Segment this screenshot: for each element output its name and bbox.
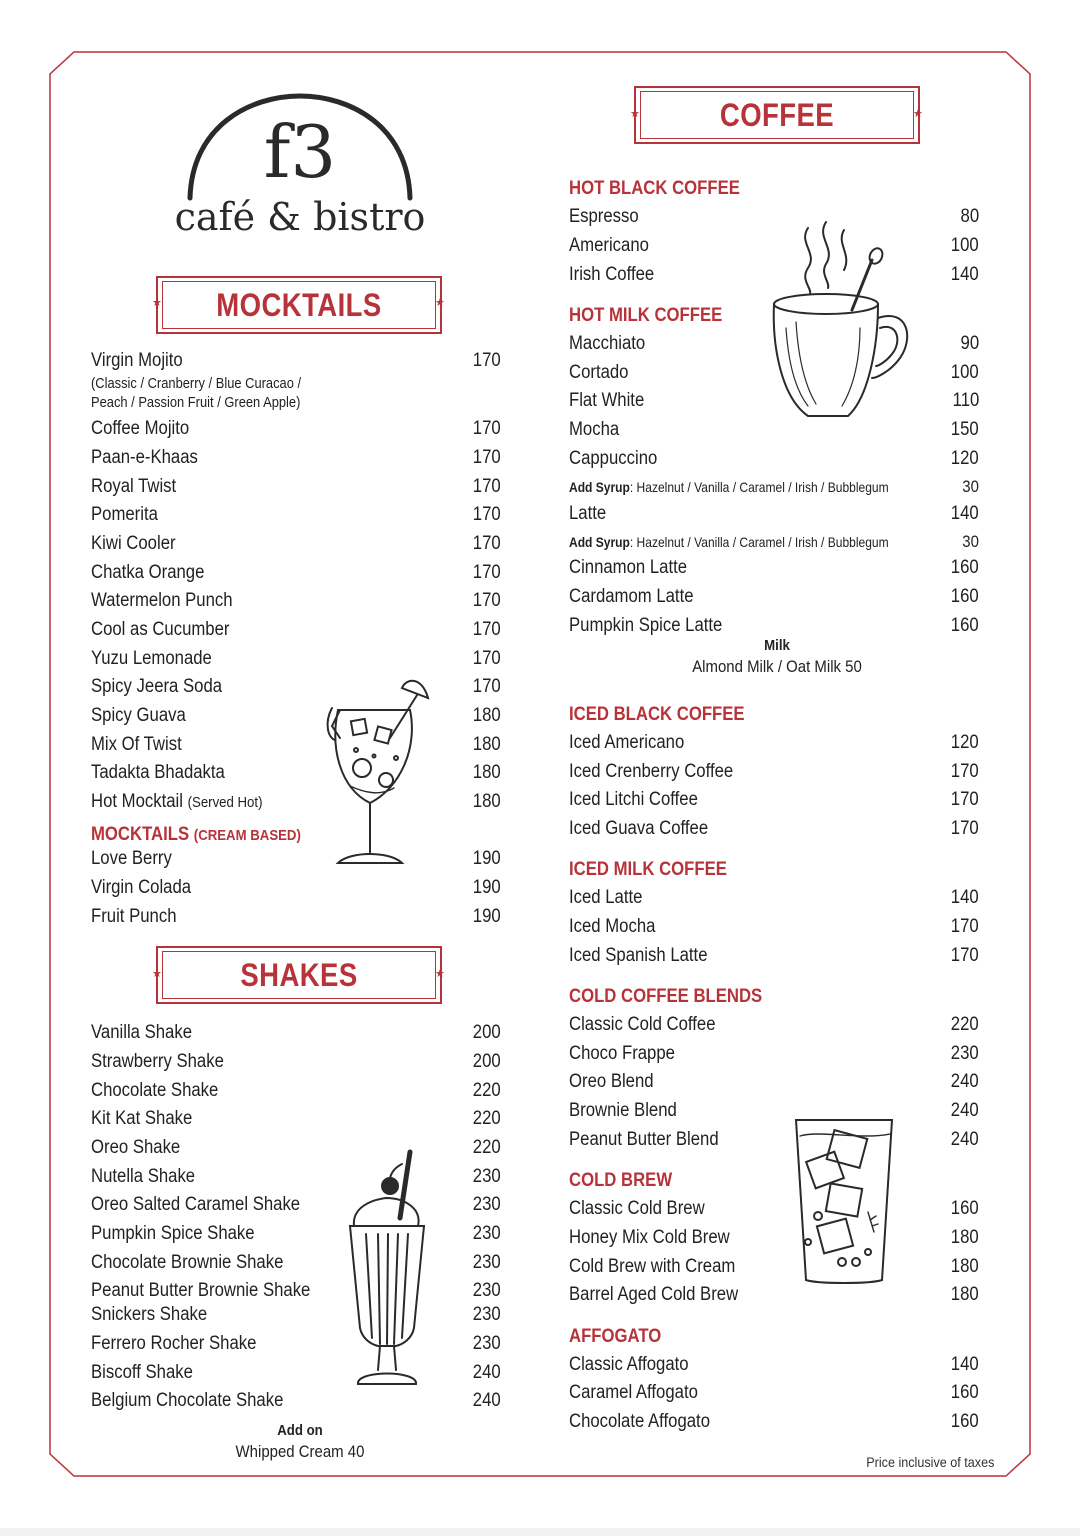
item-price: 160 [951,615,979,636]
mocktail-glass-icon [310,668,440,878]
item-price: 170 [951,789,979,810]
syrup-options: : Hazelnut / Vanilla / Caramel / Irish / Bubblegum [629,479,889,495]
list-item [91,791,262,814]
list-item: Cold Brew with Cream [569,1256,736,1277]
list-item: Honey Mix Cold Brew [569,1227,730,1248]
item-price: 160 [951,586,979,607]
syrup-option [569,478,889,496]
item-price: 170 [473,447,501,468]
item-price: 100 [951,235,979,256]
logo-mark: f3 [263,110,337,194]
item-name: Hot Mocktail [91,791,183,812]
list-item: Paan-e-Khaas [91,447,198,468]
milk-heading: Milk [764,637,790,654]
item-price: 180 [473,762,501,783]
item-price: 110 [952,390,979,411]
list-item: Caramel Affogato [569,1382,698,1403]
list-item: Peanut Butter Blend [569,1129,719,1150]
item-price: 230 [473,1280,501,1301]
item-price: 170 [473,562,501,583]
cream-heading: MOCKTAILS [91,824,190,845]
list-item: Ferrero Rocher Shake [91,1333,257,1354]
item-price: 240 [473,1362,501,1383]
list-item: Iced Americano [569,732,685,753]
list-item: Cortado [569,362,629,383]
list-item: Chocolate Affogato [569,1411,711,1432]
mocktails-title: MOCKTAILS [216,287,382,323]
item-price: 240 [473,1390,501,1411]
list-item: Belgium Chocolate Shake [91,1390,284,1411]
coffee-cup-icon [768,218,914,430]
item-price: 120 [951,732,979,753]
list-item: Love Berry [91,848,172,869]
list-item: Mocha [569,419,620,440]
item-price: 240 [951,1129,979,1150]
list-item: Pumpkin Spice Shake [91,1223,255,1244]
item-price: 140 [951,887,979,908]
list-item: Iced Spanish Latte [569,945,708,966]
shakes-addon-heading: Add on [277,1422,323,1439]
syrup-options: : Hazelnut / Vanilla / Caramel / Irish / Bubblegum [629,534,889,550]
item-price: 160 [951,1198,979,1219]
list-item: Irish Coffee [569,264,655,285]
item-price: 230 [473,1194,501,1215]
item-price: 90 [960,333,979,354]
list-item: Cappuccino [569,448,658,469]
list-item: Chocolate Shake [91,1080,219,1101]
syrup-option [569,533,889,551]
item-price: 150 [951,419,979,440]
list-item: Oreo Shake [91,1137,181,1158]
list-item: Strawberry Shake [91,1051,224,1072]
footer-note: Price inclusive of taxes [865,1454,994,1470]
list-item: Iced Mocha [569,916,656,937]
item-price: 160 [951,1382,979,1403]
item-price: 160 [951,1411,979,1432]
hot-black-heading: HOT BLACK COFFEE [569,178,740,199]
list-item: Iced Litchi Coffee [569,789,698,810]
milk-text: Almond Milk / Oat Milk 50 [692,657,862,676]
list-item: Oreo Salted Caramel Shake [91,1194,301,1215]
item-price: 220 [951,1014,979,1035]
item-price: 230 [951,1043,979,1064]
item-price: 190 [473,877,501,898]
list-item: Pomerita [91,504,158,525]
item-price: 200 [473,1022,501,1043]
item-price: 220 [473,1080,501,1101]
cold-brew-heading: COLD BREW [569,1170,673,1191]
logo-name: café & bistro [174,195,426,239]
item-price: 180 [951,1284,979,1305]
list-item: Americano [569,235,649,256]
shakes-addon-text: Whipped Cream 40 [235,1442,365,1461]
item-price: 100 [951,362,979,383]
list-item: Peanut Butter Brownie Shake [91,1280,311,1301]
item-price: 170 [951,945,979,966]
list-item: Classic Cold Coffee [569,1014,716,1035]
list-item: Barrel Aged Cold Brew [569,1284,739,1305]
item-price: 170 [473,648,501,669]
item-price: 170 [951,818,979,839]
item-note: (Served Hot) [187,794,263,811]
item-price: 230 [473,1223,501,1244]
item-price: 180 [473,734,501,755]
item-price: 180 [473,791,501,812]
item-price: 230 [473,1304,501,1325]
list-item: Fruit Punch [91,906,177,927]
iced-milk-heading: ICED MILK COFFEE [569,859,727,880]
syrup-price: 30 [962,532,979,551]
list-item: Macchiato [569,333,646,354]
item-price: 170 [473,476,501,497]
list-item: Snickers Shake [91,1304,208,1325]
syrup-label: Add Syrup [569,479,630,495]
list-item: Oreo Blend [569,1071,654,1092]
coffee-title: COFFEE [719,97,835,133]
item-price: 160 [951,557,979,578]
hot-milk-heading: HOT MILK COFFEE [569,305,723,326]
list-item: Coffee Mojito [91,418,190,439]
item-price: 170 [473,533,501,554]
list-item: Nutella Shake [91,1166,196,1187]
list-item: Espresso [569,206,639,227]
list-item: Biscoff Shake [91,1362,193,1383]
item-price: 240 [951,1071,979,1092]
list-item: Brownie Blend [569,1100,677,1121]
list-item: Iced Crenberry Coffee [569,761,734,782]
list-item: Iced Guava Coffee [569,818,709,839]
syrup-price: 30 [962,477,979,496]
virgin-mojito-flavors-line1: (Classic / Cranberry / Blue Curacao / [91,375,302,392]
item-price: 170 [951,916,979,937]
list-item: Iced Latte [569,887,643,908]
list-item: Cardamom Latte [569,586,694,607]
item-price: 190 [473,848,501,869]
list-item: Spicy Jeera Soda [91,676,223,697]
list-item: Classic Cold Brew [569,1198,705,1219]
syrup-label: Add Syrup [569,534,630,550]
list-item: Cool as Cucumber [91,619,230,640]
item-price: 80 [960,206,979,227]
item-price: 120 [951,448,979,469]
item-price: 200 [473,1051,501,1072]
list-item: Cinnamon Latte [569,557,688,578]
virgin-mojito-flavors-line2: Peach / Passion Fruit / Green Apple) [91,394,301,411]
iced-glass-icon [790,1112,898,1292]
cream-heading-note: (CREAM BASED) [193,827,301,844]
item-price: 220 [473,1137,501,1158]
list-item: Mix Of Twist [91,734,182,755]
list-item: Chocolate Brownie Shake [91,1252,284,1273]
list-item: Vanilla Shake [91,1022,193,1043]
list-item: Virgin Colada [91,877,192,898]
list-item: Kit Kat Shake [91,1108,193,1129]
item-price: 230 [473,1333,501,1354]
item-price: 170 [473,504,501,525]
list-item: Classic Affogato [569,1354,689,1375]
list-item: Chatka Orange [91,562,205,583]
list-item: Virgin Mojito [91,350,183,371]
item-price: 180 [473,705,501,726]
item-price: 170 [473,676,501,697]
shakes-title: SHAKES [240,957,358,993]
list-item: Latte [569,503,607,524]
item-price: 140 [951,1354,979,1375]
list-item: Pumpkin Spice Latte [569,615,723,636]
affogato-heading: AFFOGATO [569,1326,662,1347]
list-item: Spicy Guava [91,705,186,726]
list-item: Tadakta Bhadakta [91,762,225,783]
list-item: Yuzu Lemonade [91,648,212,669]
list-item: Kiwi Cooler [91,533,176,554]
item-price: 170 [473,619,501,640]
iced-black-heading: ICED BLACK COFFEE [569,704,745,725]
item-price: 220 [473,1108,501,1129]
list-item: Flat White [569,390,645,411]
item-price: 230 [473,1166,501,1187]
list-item: Choco Frappe [569,1043,675,1064]
cold-blends-heading: COLD COFFEE BLENDS [569,986,763,1007]
item-price: 140 [951,264,979,285]
item-price: 170 [473,350,501,371]
item-price: 240 [951,1100,979,1121]
milkshake-icon [342,1148,432,1398]
item-price: 170 [951,761,979,782]
item-price: 140 [951,503,979,524]
item-price: 180 [951,1256,979,1277]
item-price: 170 [473,590,501,611]
list-item: Royal Twist [91,476,177,497]
item-price: 180 [951,1227,979,1248]
item-price: 190 [473,906,501,927]
list-item: Watermelon Punch [91,590,233,611]
item-price: 170 [473,418,501,439]
item-price: 230 [473,1252,501,1273]
cream-mocktails-heading [91,824,301,847]
